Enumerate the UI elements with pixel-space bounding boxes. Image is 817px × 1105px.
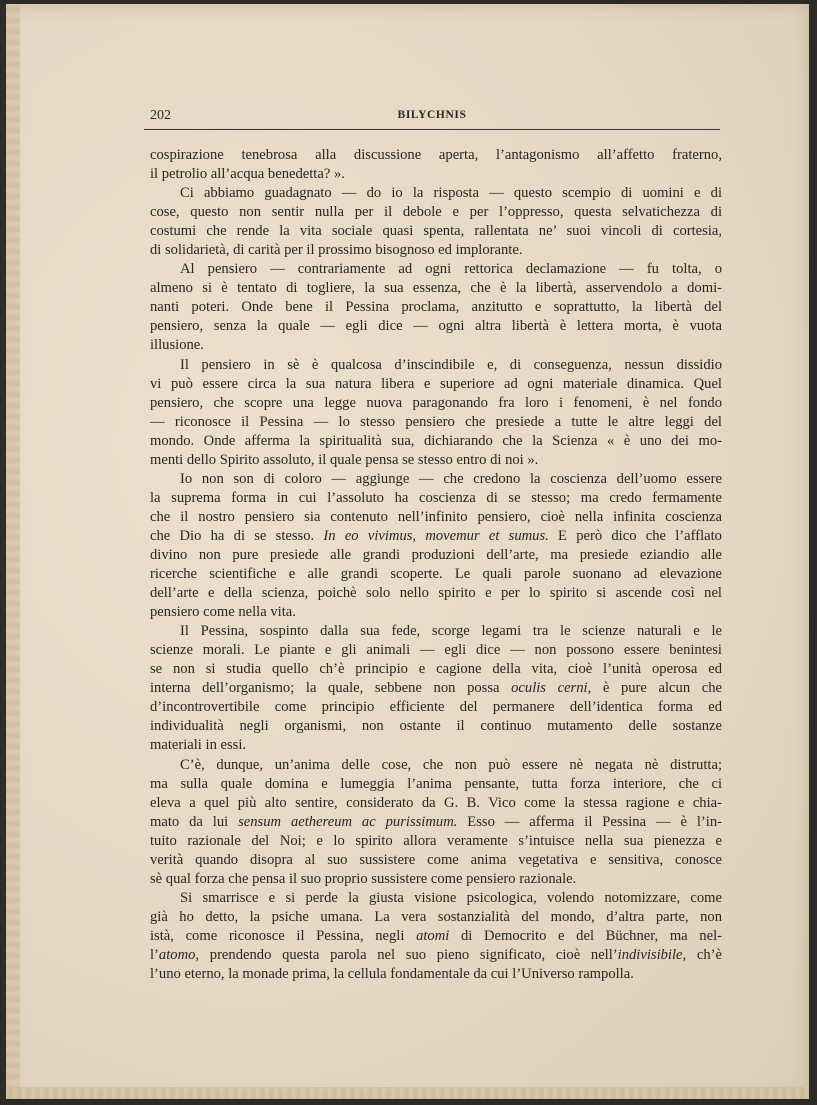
text-line [150, 736, 722, 755]
text-segment: pensiero, senza la quale — egli dice — ogni altra libertà è lettera morta, è vuota [150, 318, 722, 335]
italic-phrase: atomo, [158, 946, 200, 963]
text-segment: Ci abbiamo guadagnato — do io la risposta — questo scempio di uomini e di [180, 185, 722, 202]
text-segment: di Democrito e del Büchner, ma nel- [449, 927, 722, 944]
body-text [150, 146, 722, 984]
text-segment: già ho detto, la psiche umana. La vera sostanzialità del mondo, d’altra parte, non [150, 908, 722, 925]
text-line [150, 241, 722, 260]
text-segment: costumi che rende la vita sociale quasi spenta, rallentata ne’ suoi vincoli di cortesia, [150, 223, 722, 240]
text-segment: interna dell’organismo; la quale, sebbene non possa [150, 680, 512, 697]
text-line [150, 527, 722, 546]
text-line [150, 146, 722, 165]
text-line [150, 451, 722, 470]
text-line [150, 889, 722, 908]
text-line [150, 660, 722, 679]
text-line [150, 756, 722, 775]
text-line [150, 508, 722, 527]
text-segment: , è pure alcun che [587, 680, 722, 697]
text-segment: eleva a quel più alto sentire, considerato da G. B. Vico come la stessa ragione e chia- [150, 794, 722, 811]
running-head [144, 108, 720, 128]
italic-phrase: oculis cerni [511, 680, 588, 697]
text-line [150, 584, 722, 603]
text-line [150, 603, 722, 622]
text-segment: materiali in essi. [150, 737, 247, 754]
text-line [150, 260, 722, 279]
text-segment: cospirazione tenebrosa alla discussione aperta, l’antagonismo all’affetto fraterno, [150, 147, 722, 163]
text-line [150, 775, 722, 794]
text-segment: istà, come riconosce il Pessina, negli [150, 927, 417, 944]
text-segment: l’ [150, 946, 159, 963]
text-line [150, 794, 722, 813]
text-line [150, 298, 722, 317]
text-segment: che Dio ha di se stesso. [150, 527, 324, 544]
page-bottom-edge [6, 1087, 809, 1099]
text-segment: illusione. [150, 337, 204, 354]
text-line [150, 946, 722, 965]
text-line [150, 413, 722, 432]
text-segment: individualità negli organismi, non ostante il continuo mutamento delle sostanze [150, 718, 722, 735]
italic-phrase: sensum aethereum ac purissimum. [238, 813, 458, 830]
text-segment: pensiero, che scopre una legge nuova paragonando fra loro i fenomeni, è nel fondo [150, 394, 722, 411]
text-line [150, 965, 722, 984]
text-segment: che il nostro pensiero sia contenuto nell’infinito pensiero, cioè nella infinita coscienza [150, 508, 722, 525]
text-segment: Esso — afferma il Pessina — è l’in- [457, 813, 722, 830]
text-segment: dell’arte e della scienza, poichè solo nello spirito e per lo spirito si ascende così nel [150, 585, 722, 602]
text-segment: di solidarietà, di carità per il prossimo bisognoso ed implorante. [150, 242, 523, 259]
text-line [150, 717, 722, 736]
text-line [150, 375, 722, 394]
text-segment: ma sulla quale domina e lumeggia l’anima pensante, tutta forza interiore, che ci [150, 775, 722, 792]
text-segment: tuito razionale del Noi; e lo spirito allora veramente s’intuisce nella sua pienezza e [150, 832, 722, 849]
text-line [150, 565, 722, 584]
text-line [150, 432, 722, 451]
text-segment: verità quando disopra al suo sussistere come anima vegetativa e sensitiva, conosce [150, 851, 722, 868]
text-segment: vi può essere circa la sua natura libera e superiore ad ogni materiale dinamica. Quel [150, 375, 722, 392]
text-line [150, 165, 722, 184]
text-line [150, 679, 722, 698]
text-segment: il petrolio all’acqua benedetta? ». [150, 166, 345, 183]
text-segment: menti dello Spirito assoluto, il quale pensa se stesso entro di noi ». [150, 451, 539, 468]
text-line [150, 927, 722, 946]
text-line [150, 184, 722, 203]
text-line [150, 489, 722, 508]
text-segment: l’uno eterno, la monade prima, la cellula fondamentale da cui l’Universo rampolla. [150, 966, 634, 983]
text-line [150, 470, 722, 489]
text-segment: Al pensiero — contrariamente ad ogni rettorica declamazione — fu tolta, o [180, 261, 722, 278]
text-line [150, 870, 722, 889]
text-line [150, 851, 722, 870]
text-segment: mato da lui [150, 813, 239, 830]
page-left-edge [6, 4, 20, 1099]
text-segment: Si smarrisce e si perde la giusta visione psicologica, volendo notomizzare, come [180, 889, 722, 906]
text-line [150, 813, 722, 832]
text-line [150, 317, 722, 336]
text-line [150, 356, 722, 375]
text-segment: nanti poteri. Onde bene il Pessina proclama, anzitutto e soprattutto, la libertà del [150, 299, 722, 316]
text-line [150, 222, 722, 241]
text-line [150, 641, 722, 660]
text-segment: Io non son di coloro — aggiunge — che credono la coscienza dell’uomo essere [180, 470, 722, 487]
text-line [150, 394, 722, 413]
italic-phrase: indivisibile, [617, 946, 687, 963]
text-segment: prendendo questa parola nel suo pieno significato, cioè nell’ [199, 946, 618, 963]
text-segment: ricerche scientifiche e alle grandi scoperte. Le quali parole suonano ad elevazione [150, 566, 722, 583]
journal-title: BILYCHNIS [397, 109, 467, 121]
text-line [150, 546, 722, 565]
text-segment: almeno si è tentato di togliere, la sua essenza, che è la libertà, asservendolo a domi- [150, 280, 722, 297]
italic-phrase: atomi [416, 927, 450, 944]
text-segment: se non si studia quello ch’è principio e cagione della vita, cioè l’unità operosa ed [150, 661, 722, 678]
text-segment: mondo. Onde afferma la spiritualità sua, dichiarando che la Scienza « è uno dei mo- [150, 432, 722, 449]
text-segment: la suprema forma in cui l’assoluto ha coscienza di se stesso; ma credo fermamente [150, 489, 722, 506]
text-line [150, 279, 722, 298]
text-segment: sè qual forza che pensa il suo proprio sussistere come pensiero razionale. [150, 870, 577, 887]
text-segment: Il pensiero in sè è qualcosa d’inscindibile e, di conseguenza, nessun dissidio [180, 356, 722, 373]
page-number: 202 [150, 108, 171, 123]
text-segment: C’è, dunque, un’anima delle cose, che non può essere nè negata nè distrutta; [180, 756, 722, 773]
text-segment: E però dico che l’afflato [548, 527, 722, 544]
text-line [150, 203, 722, 222]
text-segment: — riconosce il Pessina — lo stesso pensiero che presiede a tutte le altre leggi del [150, 413, 722, 430]
text-line [150, 336, 722, 355]
header-rule [144, 129, 720, 130]
text-segment: Il Pessina, sospinto dalla sua fede, scorge legami tra le scienze naturali e le [180, 623, 722, 640]
text-segment: scienze morali. Le piante e gli animali — egli dice — non possono essere benintesi [150, 642, 722, 659]
text-line [150, 832, 722, 851]
text-segment: divino non pure presiede alle grandi produzioni dell’arte, ma presiede eziandio alle [150, 546, 722, 563]
text-line [150, 698, 722, 717]
text-segment: pensiero come nella vita. [150, 604, 296, 621]
text-segment: cose, questo non sentir nulla per il debole e per l’oppresso, questa selvatichezza di [150, 204, 722, 221]
text-line [150, 622, 722, 641]
italic-phrase: In eo vivimus, movemur et sumus. [323, 527, 549, 544]
text-segment: ch’è [686, 946, 722, 963]
text-line [150, 908, 722, 927]
text-segment: d’incontrovertibile come principio efficiente del permanere dell’identica forma ed [150, 699, 722, 716]
